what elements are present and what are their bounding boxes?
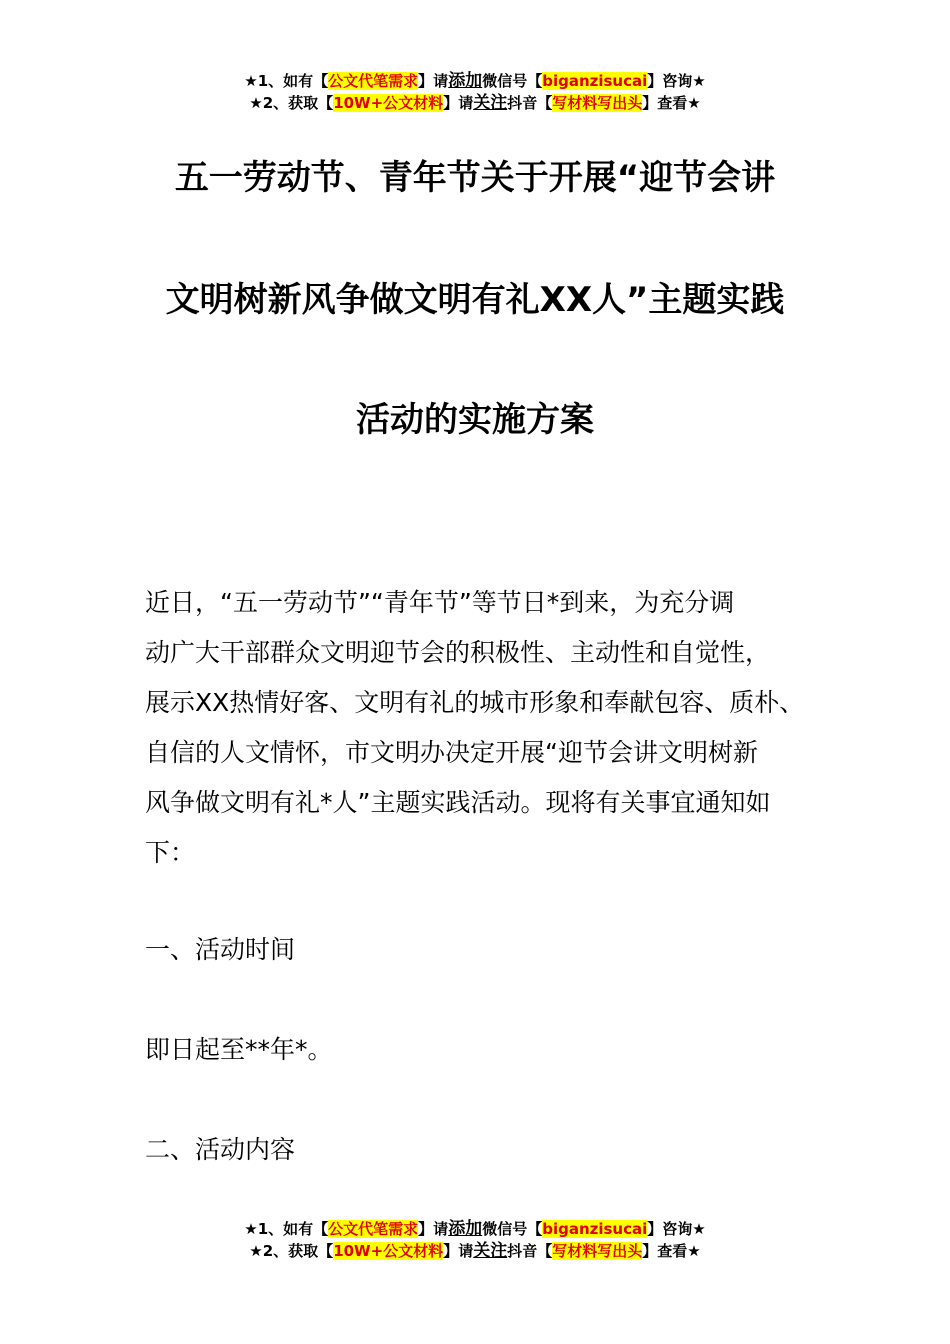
promo-text: ★2、获取【 <box>249 94 334 112</box>
promo-text: ★2、获取【 <box>249 1242 334 1260</box>
promo-text: ★1、如有【 <box>244 1220 329 1238</box>
promo-text: 】请 <box>443 1242 474 1260</box>
promo-text: 微信号【 <box>482 1220 543 1238</box>
paragraph-line: 风争做文明有礼*人”主题实践活动。现将有关事宜通知如 <box>145 788 771 817</box>
promo-underlined: 添加 <box>448 1219 483 1239</box>
promo-header <box>0 70 950 114</box>
promo-highlight: biganzisucai <box>542 1220 648 1238</box>
promo-text: 抖音【 <box>507 94 553 112</box>
paragraph-line: 动广大干部群众文明迎节会的积极性、主动性和自觉性， <box>145 638 771 667</box>
document-title-line-3: 活动的实施方案 <box>356 400 594 440</box>
promo-text: 】请 <box>418 72 449 90</box>
promo-underlined: 添加 <box>448 71 483 91</box>
paragraph-line: 近日，“五一劳动节”“青年节”等节日*到来，为充分调 <box>145 588 735 617</box>
promo-text: 】咨询★ <box>647 72 706 90</box>
promo-line-1 <box>0 70 950 92</box>
promo-text: 】查看★ <box>642 94 701 112</box>
paragraph-line: 自信的人文情怀，市文明办决定开展“迎节会讲文明树新 <box>145 738 758 767</box>
intro-paragraph <box>145 578 825 878</box>
promo-text: 】查看★ <box>642 1242 701 1260</box>
promo-highlight: 10W+公文材料 <box>333 94 444 112</box>
section-heading-activity-content: 二、活动内容 <box>145 1135 296 1164</box>
promo-text: 】请 <box>443 94 474 112</box>
promo-text: 】请 <box>418 1220 449 1238</box>
promo-line-2 <box>0 1240 950 1262</box>
promo-underlined: 关注 <box>473 1241 508 1261</box>
promo-highlight: biganzisucai <box>542 72 648 90</box>
promo-line-2 <box>0 92 950 114</box>
promo-text: 抖音【 <box>507 1242 553 1260</box>
promo-highlight: 公文代笔需求 <box>328 1220 419 1238</box>
promo-line-1 <box>0 1218 950 1240</box>
promo-text: 微信号【 <box>482 72 543 90</box>
document-title-line-1: 五一劳动节、青年节关于开展“迎节会讲 <box>174 158 776 198</box>
promo-text: 】咨询★ <box>647 1220 706 1238</box>
promo-highlight: 10W+公文材料 <box>333 1242 444 1260</box>
promo-footer <box>0 1218 950 1262</box>
promo-underlined: 关注 <box>473 93 508 113</box>
paragraph-line: 展示XX热情好客、文明有礼的城市形象和奉献包容、质朴、 <box>145 688 805 717</box>
promo-highlight: 公文代笔需求 <box>328 72 419 90</box>
section-heading-activity-time: 一、活动时间 <box>145 935 296 964</box>
document-title-line-2: 文明树新风争做文明有礼XX人”主题实践 <box>165 280 785 320</box>
promo-highlight: 写材料写出头 <box>552 94 643 112</box>
promo-highlight: 写材料写出头 <box>552 1242 643 1260</box>
activity-time-text: 即日起至**年*。 <box>145 1035 333 1064</box>
paragraph-line: 下： <box>145 838 196 867</box>
promo-text: ★1、如有【 <box>244 72 329 90</box>
